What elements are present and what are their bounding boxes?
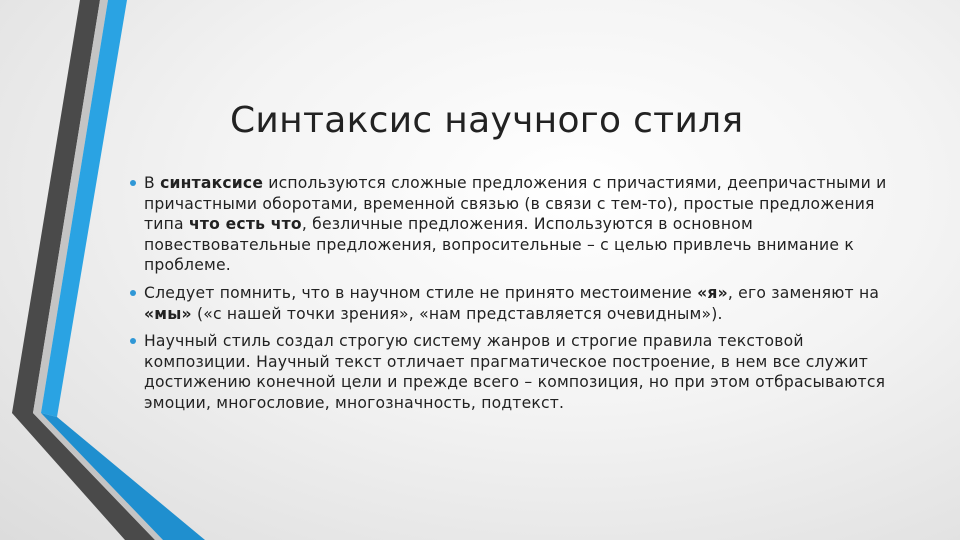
bold-term: «мы» [144, 304, 192, 323]
bold-term: что есть что [188, 215, 302, 234]
bullet-text: используются сложные предложения с причастиями, деепричастными и причастными оборотами, временной связью (в связи с тем-то), простые предложения типа [144, 174, 887, 234]
light-gray-stripe-lower [33, 413, 163, 540]
bullet-text: Научный стиль создал строгую систему жанров и строгие правила текстовой композиции. Научный текст отличает прагматическое построение, в нем все служит достижению конечной цели и прежде всего – композиция, но при этом отбрасываются эмоции, многословие, многозначность, подтекст. [144, 332, 886, 412]
bullet-list [130, 173, 900, 421]
bullet-text: («с нашей точки зрения», «нам представляется очевидным»). [191, 304, 723, 323]
bullet-dot-icon [130, 180, 136, 186]
dark-gray-stripe-lower [12, 413, 155, 540]
bullet-text: Следует помнить, что в научном стиле не принято местоимение [144, 283, 698, 302]
bold-term: синтаксисе [160, 174, 264, 192]
bullet-text: , его заменяют на [727, 283, 880, 302]
bullet-pronoun [130, 283, 900, 324]
bullet-text: В [144, 174, 161, 192]
bold-term: «я» [697, 283, 728, 302]
slide-title: Синтаксис научного стиля [230, 100, 744, 141]
bullet-text: , безличные предложения. Используются в основном повествовательные предложения, вопросительные – с целью привлечь внимание к проблеме. [144, 215, 854, 275]
bullet-syntax [130, 173, 900, 276]
bullet-dot-icon [130, 290, 136, 296]
bullet-genres [130, 331, 900, 413]
bullet-dot-icon [130, 338, 136, 344]
